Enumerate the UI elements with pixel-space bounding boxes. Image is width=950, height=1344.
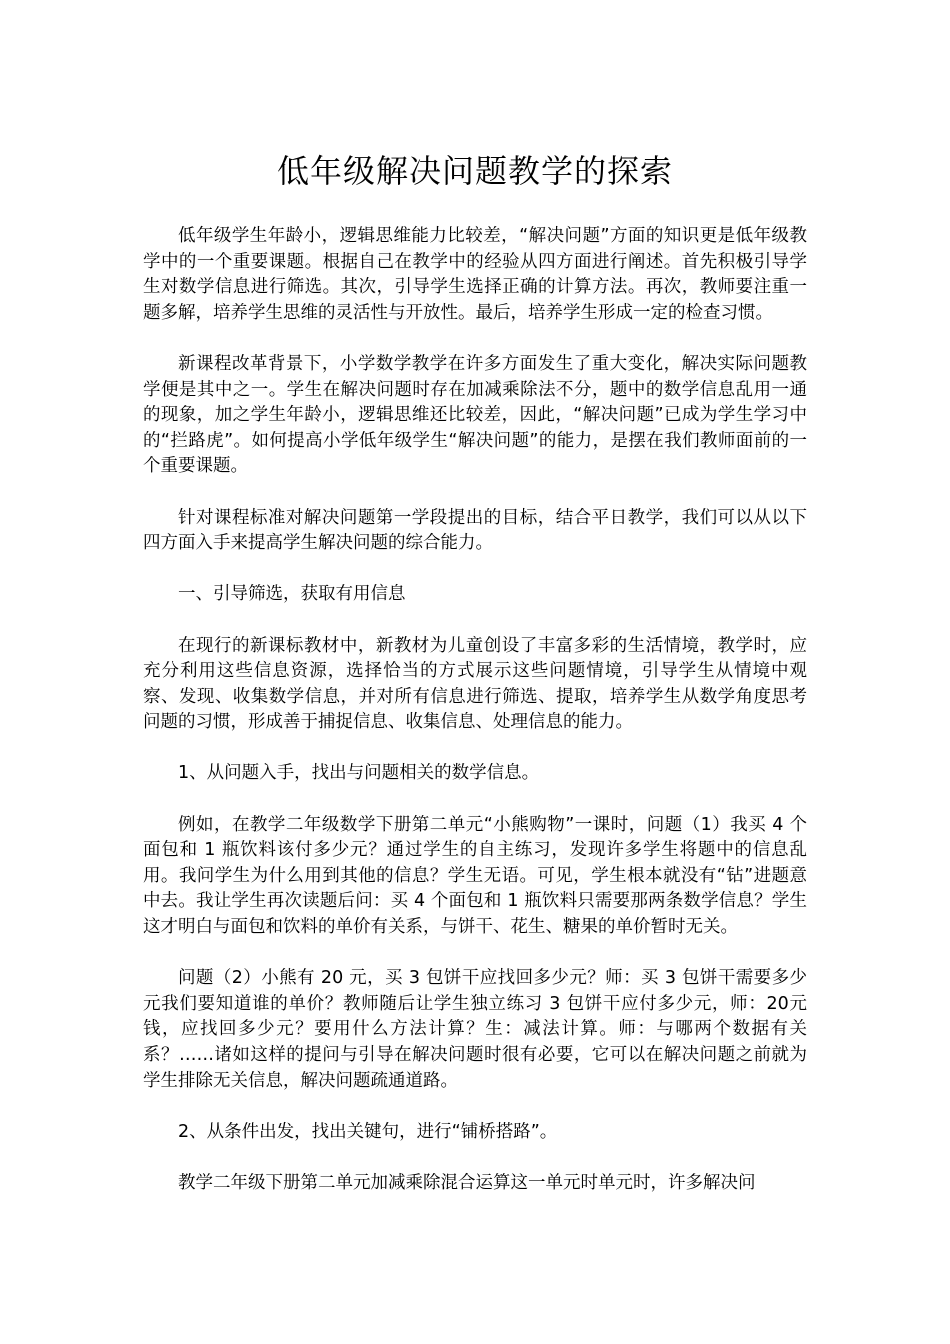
paragraph-background: 新课程改革背景下，小学数学教学在许多方面发生了重大变化，解决实际问题教学便是其中之一。学生在解决问题时存在加减乘除法不分，题中的数学信息乱用一通的现象，加之学生年龄小，逻辑思维还比较差，因此，“解决问题”已成为学生学习中的“拦路虎”。如何提高小学低年级学生“解决问题”的能力，是摆在我们教师面前的一个重要课题。 [143,353,807,477]
subsection-heading-2: 2、从条件出发，找出关键句，进行“铺桥搭路”。 [178,1121,558,1142]
section-heading-1: 一、引导筛选，获取有用信息 [178,584,406,605]
paragraph-section-1: 在现行的新课标教材中，新教材为儿童创设了丰富多彩的生活情境，教学时，应充分利用这些信息资源，选择恰当的方式展示这些问题情境，引导学生从情境中观察、发现、收集数学信息，并对所有信息进行筛选、提取，培养学生从数学角度思考问题的习惯，形成善于捕捉信息、收集信息、处理信息的能力。 [143,635,807,733]
document-title: 低年级解决问题教学的探索 [276,152,673,191]
paragraph-abstract: 低年级学生年龄小，逻辑思维能力比较差，“解决问题”方面的知识更是低年级教学中的一个重要课题。根据自己在教学中的经验从四方面进行阐述。首先积极引导学生对数学信息进行筛选。其次，引导学生选择正确的计算方法。再次，教师要注重一题多解，培养学生思维的灵活性与开放性。最后，培养学生形成一定的检查习惯。 [143,226,807,323]
paragraph-continued: 教学二年级下册第二单元加减乘除混合运算这一单元时单元时，许多解决问 [178,1172,756,1193]
document-body [143,224,807,1222]
paragraph-example-2: 问题（2）小熊有 20 元，买 3 包饼干应找回多少元？师：买 3 包饼干需要多少元我们要知道谁的单价？教师随后让学生独立练习 3 包饼干应付多少元，师：20元钱，应找回多少元？要用什么方法计算？生：减法计算。师：与哪两个数据有关系？……诸如这样的提问与引导在解决问题时很有必要，它可以在解决问题之前就为学生排除无关信息，解决问题疏通道路。 [143,968,807,1091]
paragraph-goal: 针对课程标准对解决问题第一学段提出的目标，结合平日教学，我们可以从以下四方面入手来提高学生解决问题的综合能力。 [143,507,807,554]
paragraph-example-1: 例如，在教学二年级数学下册第二单元“小熊购物”一课时，问题（1）我买 4 个面包和 1 瓶饮料该付多少元？通过学生的自主练习，发现许多学生将题中的信息乱用。我问学生为什么用到其他的信息？学生无语。可见，学生根本就没有“钻”进题意中去。我让学生再次读题后问：买 4 个面包和 1 瓶饮料只需要那两条数学信息？学生这才明白与面包和饮料的单价有关系，与饼干、花生、糖果的单价暂时无关。 [143,814,807,938]
subsection-heading-1: 1、从问题入手，找出与问题相关的数学信息。 [178,763,540,784]
